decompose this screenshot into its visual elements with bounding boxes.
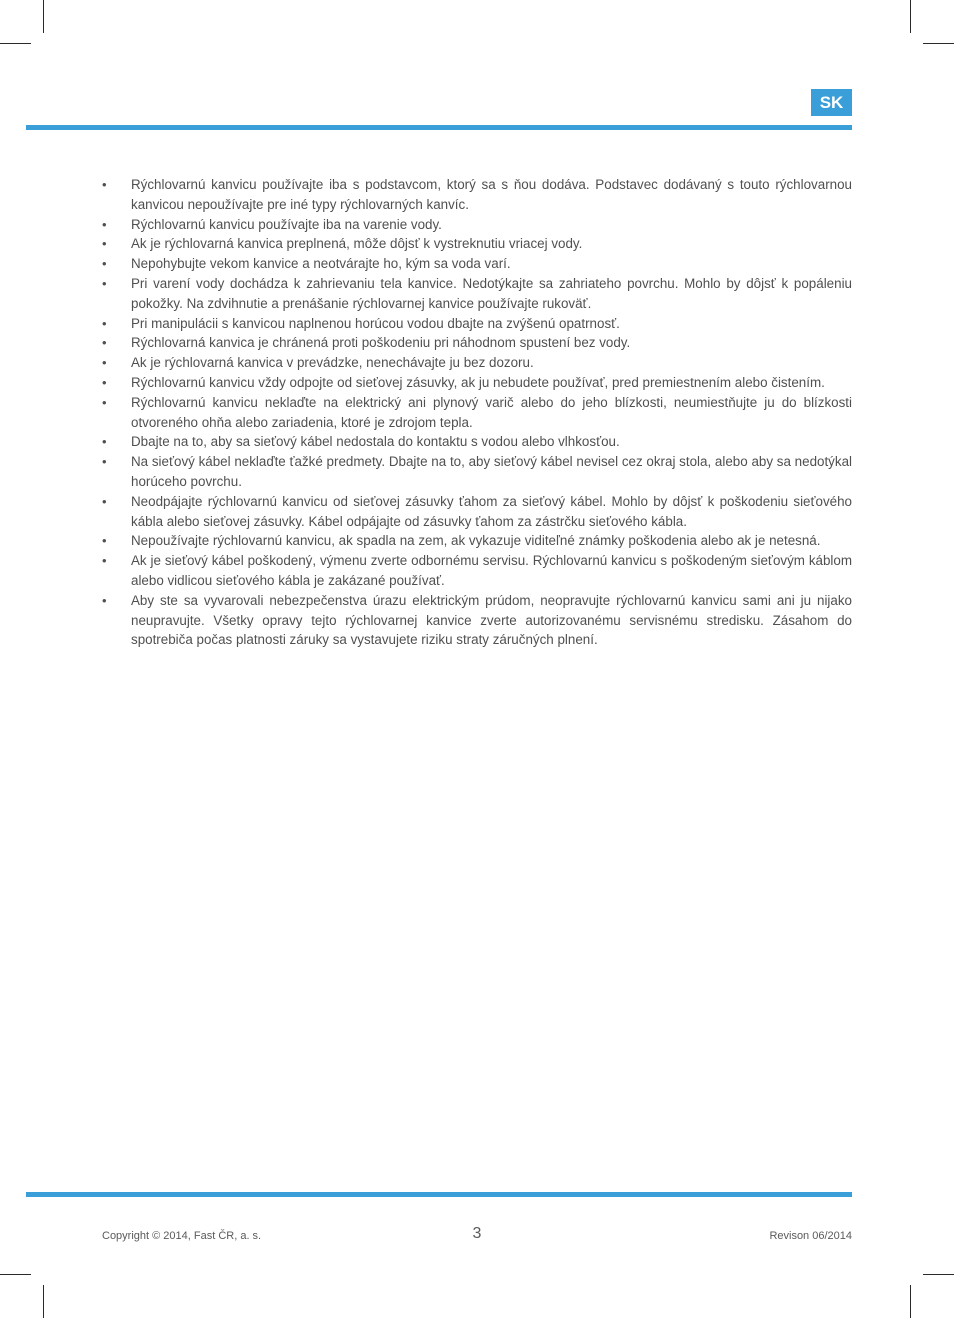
page-number: 3 [472, 1225, 482, 1242]
bullet-icon: • [102, 553, 107, 569]
list-item-text: Aby ste sa vyvarovali nebezpečenstva úrazu elektrickým prúdom, neopravujte rýchlovarnú kanvicu sami ani ju nijako neupravujte. Všetky opravy tejto rýchlovarnej kanvice zverte autorizovanému servisnému stredisku. Zásahom do spotrebiča počas platnosti záruky sa vystavujete riziku straty záručných plnení. [131, 592, 852, 648]
list-item-text: Ak je rýchlovarná kanvica v prevádzke, nenechávajte ju bez dozoru. [131, 355, 534, 371]
bullet-icon: • [102, 394, 107, 410]
header-rule [26, 125, 852, 130]
list-item [102, 215, 852, 235]
list-item [102, 531, 852, 551]
list-item [102, 333, 852, 353]
list-item-text: Rýchlovarnú kanvicu vždy odpojte od sieťovej zásuvky, ak ju nebudete používať, pred premiestnením alebo čistením. [131, 374, 825, 390]
bullet-icon: • [102, 256, 107, 272]
bullet-icon: • [102, 454, 107, 470]
list-item [102, 492, 852, 532]
list-item [102, 373, 852, 393]
bullet-icon: • [102, 216, 107, 232]
list-item-text: Rýchlovarnú kanvicu neklaďte na elektrický ani plynový varič alebo do jeho blízkosti, neumiestňujte ju do blízkosti otvoreného ohňa alebo zariadenia, ktoré je zdrojom tepla. [131, 394, 852, 430]
bullet-icon: • [102, 434, 107, 450]
list-item-text: Neodpájajte rýchlovarnú kanvicu od sieťovej zásuvky ťahom za sieťový kábel. Mohlo by dôjsť k poškodeniu sieťového kábla alebo sieťovej zásuvky. Kábel odpájajte od zásuvky ťahom za zástrčku sieťového kábla. [131, 493, 852, 529]
list-item [102, 254, 852, 274]
list-item-text: Pri manipulácii s kanvicou naplnenou horúcou vodou dbajte na zvýšenú opatrnosť. [131, 315, 620, 331]
list-item-text: Na sieťový kábel neklaďte ťažké predmety. Dbajte na to, aby sieťový kábel nevisel cez okraj stola, alebo aby sa nedotýkal horúceho povrchu. [131, 454, 852, 489]
crop-mark [923, 1274, 954, 1275]
bullet-icon: • [102, 592, 107, 608]
list-item [102, 234, 852, 254]
crop-mark [910, 1285, 911, 1318]
footer-rule [26, 1192, 852, 1197]
document-body [102, 175, 852, 650]
crop-mark [0, 43, 31, 44]
bullet-icon: • [102, 177, 107, 192]
crop-mark [43, 0, 44, 33]
language-badge: SK [811, 89, 852, 116]
list-item [102, 393, 852, 433]
bullet-icon: • [102, 493, 107, 509]
list-item-text: Ak je rýchlovarná kanvica preplnená, môže dôjsť k vystreknutiu vriacej vody. [131, 236, 583, 252]
list-item-text: Pri varení vody dochádza k zahrievaniu tela kanvice. Nedotýkajte sa zahriateho povrchu. Mohlo by dôjsť k popáleniu pokožky. Na zdvihnutie a prenášanie rýchlovarnej kanvice používajte rukoväť. [131, 275, 852, 311]
safety-bullet-list [102, 175, 852, 650]
bullet-icon: • [102, 533, 107, 549]
bullet-icon: • [102, 275, 107, 291]
crop-mark [923, 43, 954, 44]
crop-mark [0, 1274, 31, 1275]
list-item [102, 432, 852, 452]
bullet-icon: • [102, 236, 107, 252]
list-item-text: Dbajte na to, aby sa sieťový kábel nedostala do kontaktu s vodou alebo vlhkosťou. [131, 434, 620, 450]
list-item-text: Nepoužívajte rýchlovarnú kanvicu, ak spadla na zem, ak vykazuje viditeľné známky poškodenia alebo ak je netesná. [131, 533, 821, 549]
list-item-text: Nepohybujte vekom kanvice a neotvárajte ho, kým sa voda varí. [131, 256, 511, 272]
list-item-text: Ak je sieťový kábel poškodený, výmenu zverte odbornému servisu. Rýchlovarnú kanvicu s poškodeným sieťovým káblom alebo vidlicou sieťového kábla je zakázané používať. [131, 553, 852, 588]
list-item [102, 274, 852, 314]
list-item [102, 314, 852, 334]
footer-copyright: Copyright © 2014, Fast ČR, a. s. [102, 1230, 262, 1242]
bullet-icon: • [102, 355, 107, 371]
list-item [102, 452, 852, 492]
list-item [102, 353, 852, 373]
list-item [102, 551, 852, 591]
bullet-icon: • [102, 335, 107, 351]
crop-mark [910, 0, 911, 33]
bullet-icon: • [102, 374, 107, 390]
list-item [102, 175, 852, 215]
bullet-icon: • [102, 315, 107, 331]
list-item [102, 591, 852, 650]
footer-revision: Revison 06/2014 [769, 1230, 852, 1242]
list-item-text: Rýchlovarnú kanvicu používajte iba na varenie vody. [131, 216, 442, 232]
list-item-text: Rýchlovarná kanvica je chránená proti poškodeniu pri náhodnom spustení bez vody. [131, 335, 631, 351]
crop-mark [43, 1285, 44, 1318]
list-item-text: Rýchlovarnú kanvicu používajte iba s podstavcom, ktorý sa s ňou dodáva. Podstavec dodávaný s touto rýchlovarnou kanvicou nepoužívajte pre iné typy rýchlovarných kanvíc. [131, 177, 852, 212]
